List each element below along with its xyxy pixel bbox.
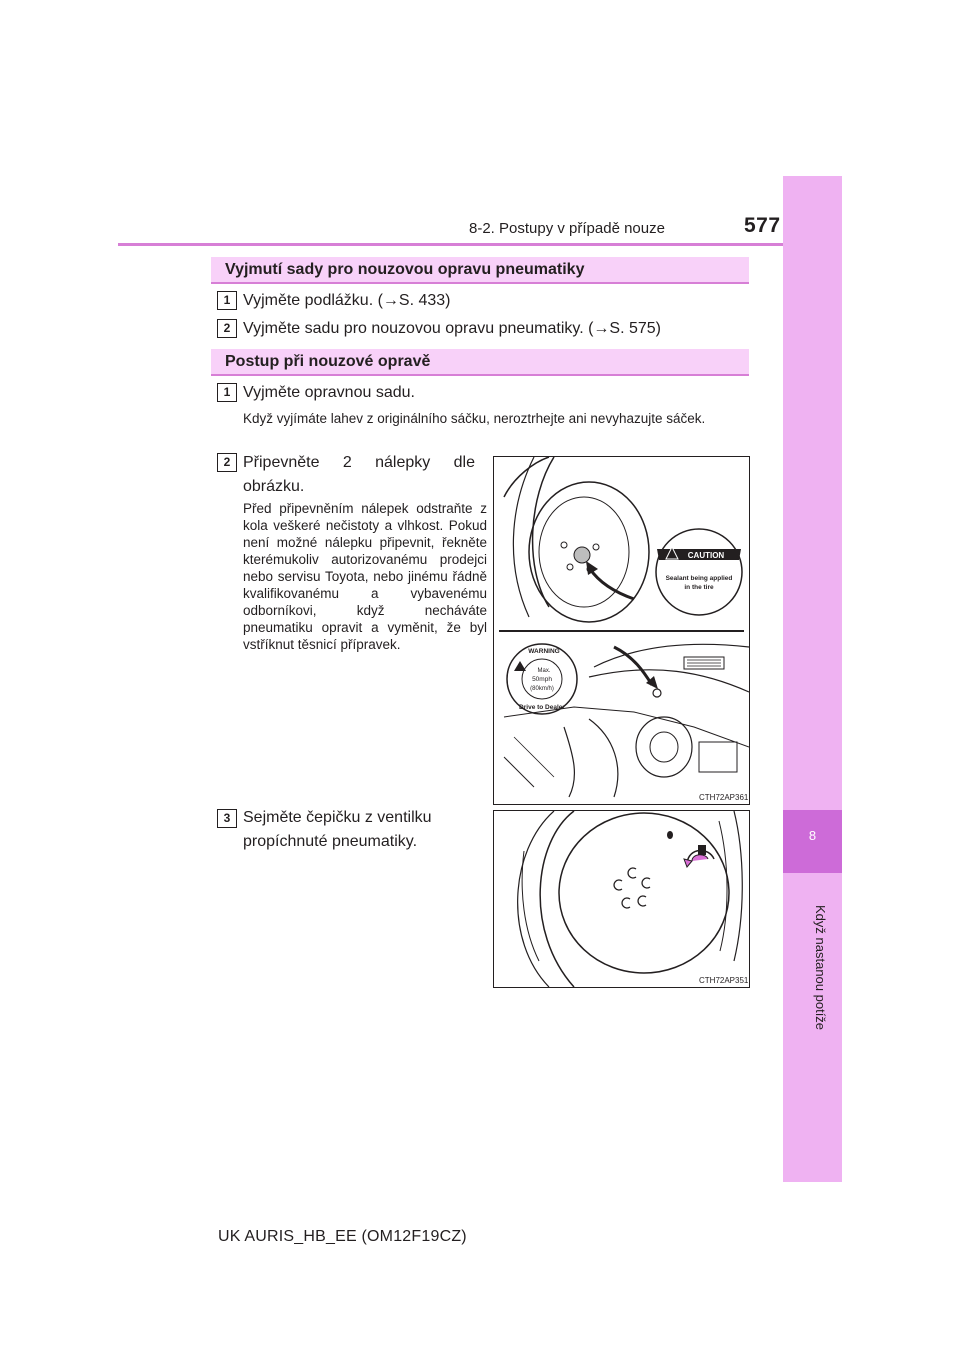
valve-cap-illustration (494, 811, 749, 987)
step-number-box: 3 (217, 809, 237, 828)
step-text: Sejměte čepičku z ventilku propíchnuté pneumatiky. (243, 809, 432, 850)
step-text: Vyjměte sadu pro nouzovou opravu pneumatiky. (→S. 575) (243, 320, 661, 337)
page-number: 577 (744, 214, 781, 237)
step-number-box: 1 (217, 383, 237, 402)
step-text: Vyjměte podlážku. (→S. 433) (243, 292, 451, 309)
section-heading-text: Vyjmutí sady pro nouzovou opravu pneumatiky (225, 261, 585, 278)
warning-label: WARNING (528, 648, 560, 655)
step-number-box: 2 (217, 319, 237, 338)
sticker-illustration (494, 457, 749, 804)
section-title: 8-2. Postupy v případě nouze (469, 220, 665, 237)
figure-sticker-placement (493, 456, 750, 805)
section-heading-procedure (211, 349, 749, 376)
step-number-box: 2 (217, 453, 237, 472)
step-text: Připevněte 2 nálepky dle obrázku. (243, 454, 475, 495)
step-number-box: 1 (217, 291, 237, 310)
warning-speed-mph: 50mph (532, 676, 552, 683)
step-note: Když vyjímáte lahev z originálního sáčku, neroztrhejte ani nevyhazujte sáček. (243, 411, 706, 426)
header-rule (118, 243, 783, 246)
warning-speed-kmh: (80km/h) (530, 686, 554, 692)
chapter-title: Když nastanou potíže (813, 905, 828, 1031)
warning-max: Max. (537, 668, 551, 674)
caution-text-line2: in the tire (684, 584, 714, 591)
section-heading-text: Postup při nouzové opravě (225, 353, 431, 370)
section-heading-removal (211, 257, 749, 284)
chapter-number: 8 (808, 828, 817, 843)
warning-bottom-text: Drive to Dealer (519, 704, 565, 711)
figure-code: CTH72AP361 (699, 793, 749, 802)
caution-label: CAUTION (687, 551, 725, 560)
figure-valve-cap (493, 810, 750, 988)
step-note: Před připevněním nálepek odstraňte z kola veškeré nečistoty a vlhkost. Pokud není možné nálepku připevnit, řekněte kterémukoliv autorizovanému prodejci nebo servisu Toyota, nebo jinému řádně kvalifikovanému a vybavenému odborníkovi, když necháváte pneumatiku opravit a vyměnit, že byl vstříknut těsnicí přípravek. (243, 501, 487, 652)
figure-code: CTH72AP351 (699, 976, 749, 985)
step-text: Vyjměte opravnou sadu. (243, 384, 415, 401)
chapter-side-tab (783, 176, 842, 1182)
manual-code: UK AURIS_HB_EE (OM12F19CZ) (218, 1228, 467, 1245)
caution-text-line1: Sealant being applied (665, 575, 733, 582)
